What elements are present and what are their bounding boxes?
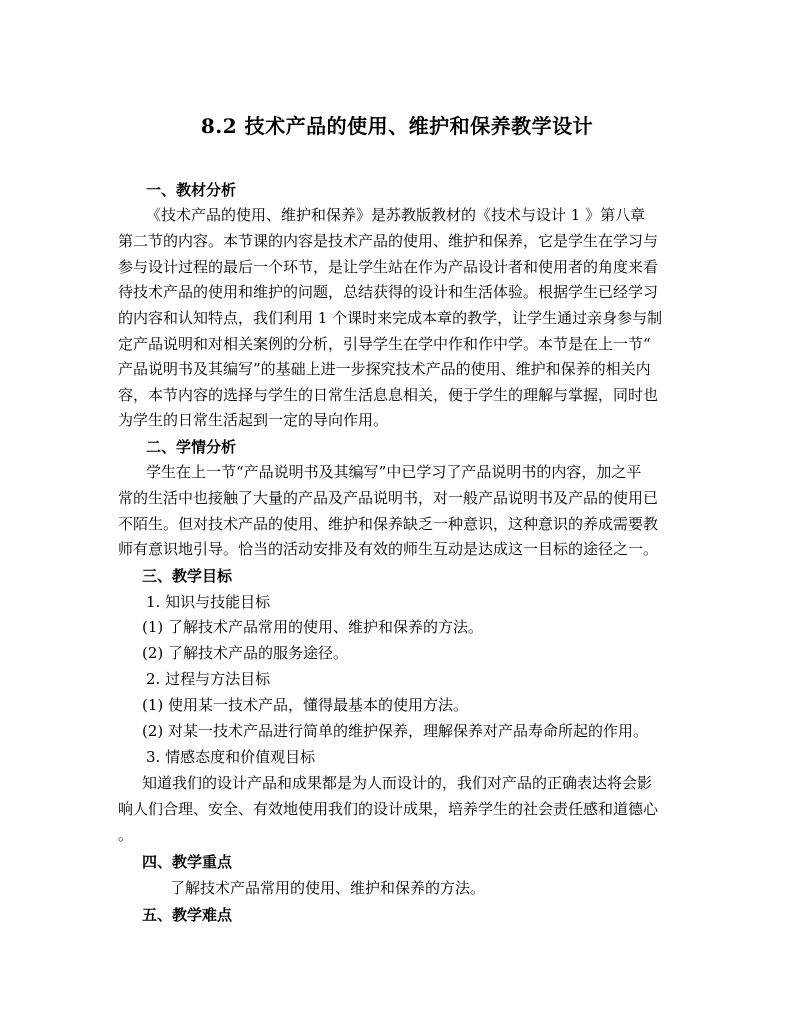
goal-line: 1. 知识与技能目标: [146, 593, 271, 611]
paragraph-line: 的内容和认知特点，我们利用 1 个课时来完成本章的教学，让学生通过亲身参与制: [118, 309, 663, 327]
goal-line: (1) 使用某一技术产品，懂得最基本的使用方法。: [142, 696, 469, 714]
section-heading-2: 二、学情分析: [146, 438, 237, 456]
goal-line: (1) 了解技术产品常用的使用、维护和保养的方法。: [142, 618, 484, 636]
paragraph-line: 产品说明书及其编写”的基础上进一步探究技术产品的使用、维护和保养的相关内: [118, 360, 651, 378]
paragraph-line: 待技术产品的使用和维护的问题，总结获得的设计和生活体验。根据学生已经学习: [118, 283, 659, 301]
paragraph-line: 为学生的日常生活起到一定的导向作用。: [118, 411, 389, 429]
section-heading-1: 一、教材分析: [146, 181, 237, 199]
section-heading-3: 三、教学目标: [142, 567, 233, 585]
paragraph-line: 。: [118, 826, 134, 844]
paragraph-line: 容，本节内容的选择与学生的日常生活息息相关，便于学生的理解与掌握，同时也: [118, 386, 659, 404]
paragraph-line: 常的生活中也接触了大量的产品及产品说明书，对一般产品说明书及产品的使用已: [118, 489, 659, 507]
goal-line: (2) 对某一技术产品进行简单的维护保养，理解保养对产品寿命所起的作用。: [142, 722, 649, 740]
paragraph-line: 不陌生。但对技术产品的使用、维护和保养缺乏一种意识，这种意识的养成需要教: [118, 515, 659, 533]
paragraph-line: 参与设计过程的最后一个环节，是让学生站在作为产品设计者和使用者的角度来看: [118, 258, 659, 276]
paragraph-line: 师有意识地引导。恰当的活动安排及有效的师生互动是达成这一目标的途径之一。: [118, 540, 659, 558]
paragraph-line: 学生在上一节“产品说明书及其编写”中已学习了产品说明书的内容，加之平: [146, 463, 642, 481]
document-title: 8.2 技术产品的使用、维护和保养教学设计: [200, 114, 594, 138]
section-heading-5: 五、教学难点: [142, 906, 233, 924]
goal-line: (2) 了解技术产品的服务途径。: [142, 644, 349, 662]
section-heading-4: 四、教学重点: [142, 853, 233, 871]
goal-line: 2. 过程与方法目标: [146, 670, 271, 688]
paragraph-line: 响人们合理、安全、有效地使用我们的设计成果，培养学生的社会责任感和道德心: [118, 800, 659, 818]
paragraph-line: 第二节的内容。本节课的内容是技术产品的使用、维护和保养，它是学生在学习与: [118, 232, 659, 250]
paragraph-line: 定产品说明和对相关案例的分析，引导学生在学中作和作中学。本节是在上一节“: [118, 335, 651, 353]
paragraph-line: 知道我们的设计产品和成果都是为人而设计的，我们对产品的正确表达将会影: [142, 774, 653, 792]
paragraph-line: 《技术产品的使用、维护和保养》是苏教版教材的《技术与设计 1 》第八章: [146, 206, 646, 224]
goal-line: 3. 情感态度和价值观目标: [146, 748, 316, 766]
paragraph-line: 了解技术产品常用的使用、维护和保养的方法。: [170, 879, 486, 897]
